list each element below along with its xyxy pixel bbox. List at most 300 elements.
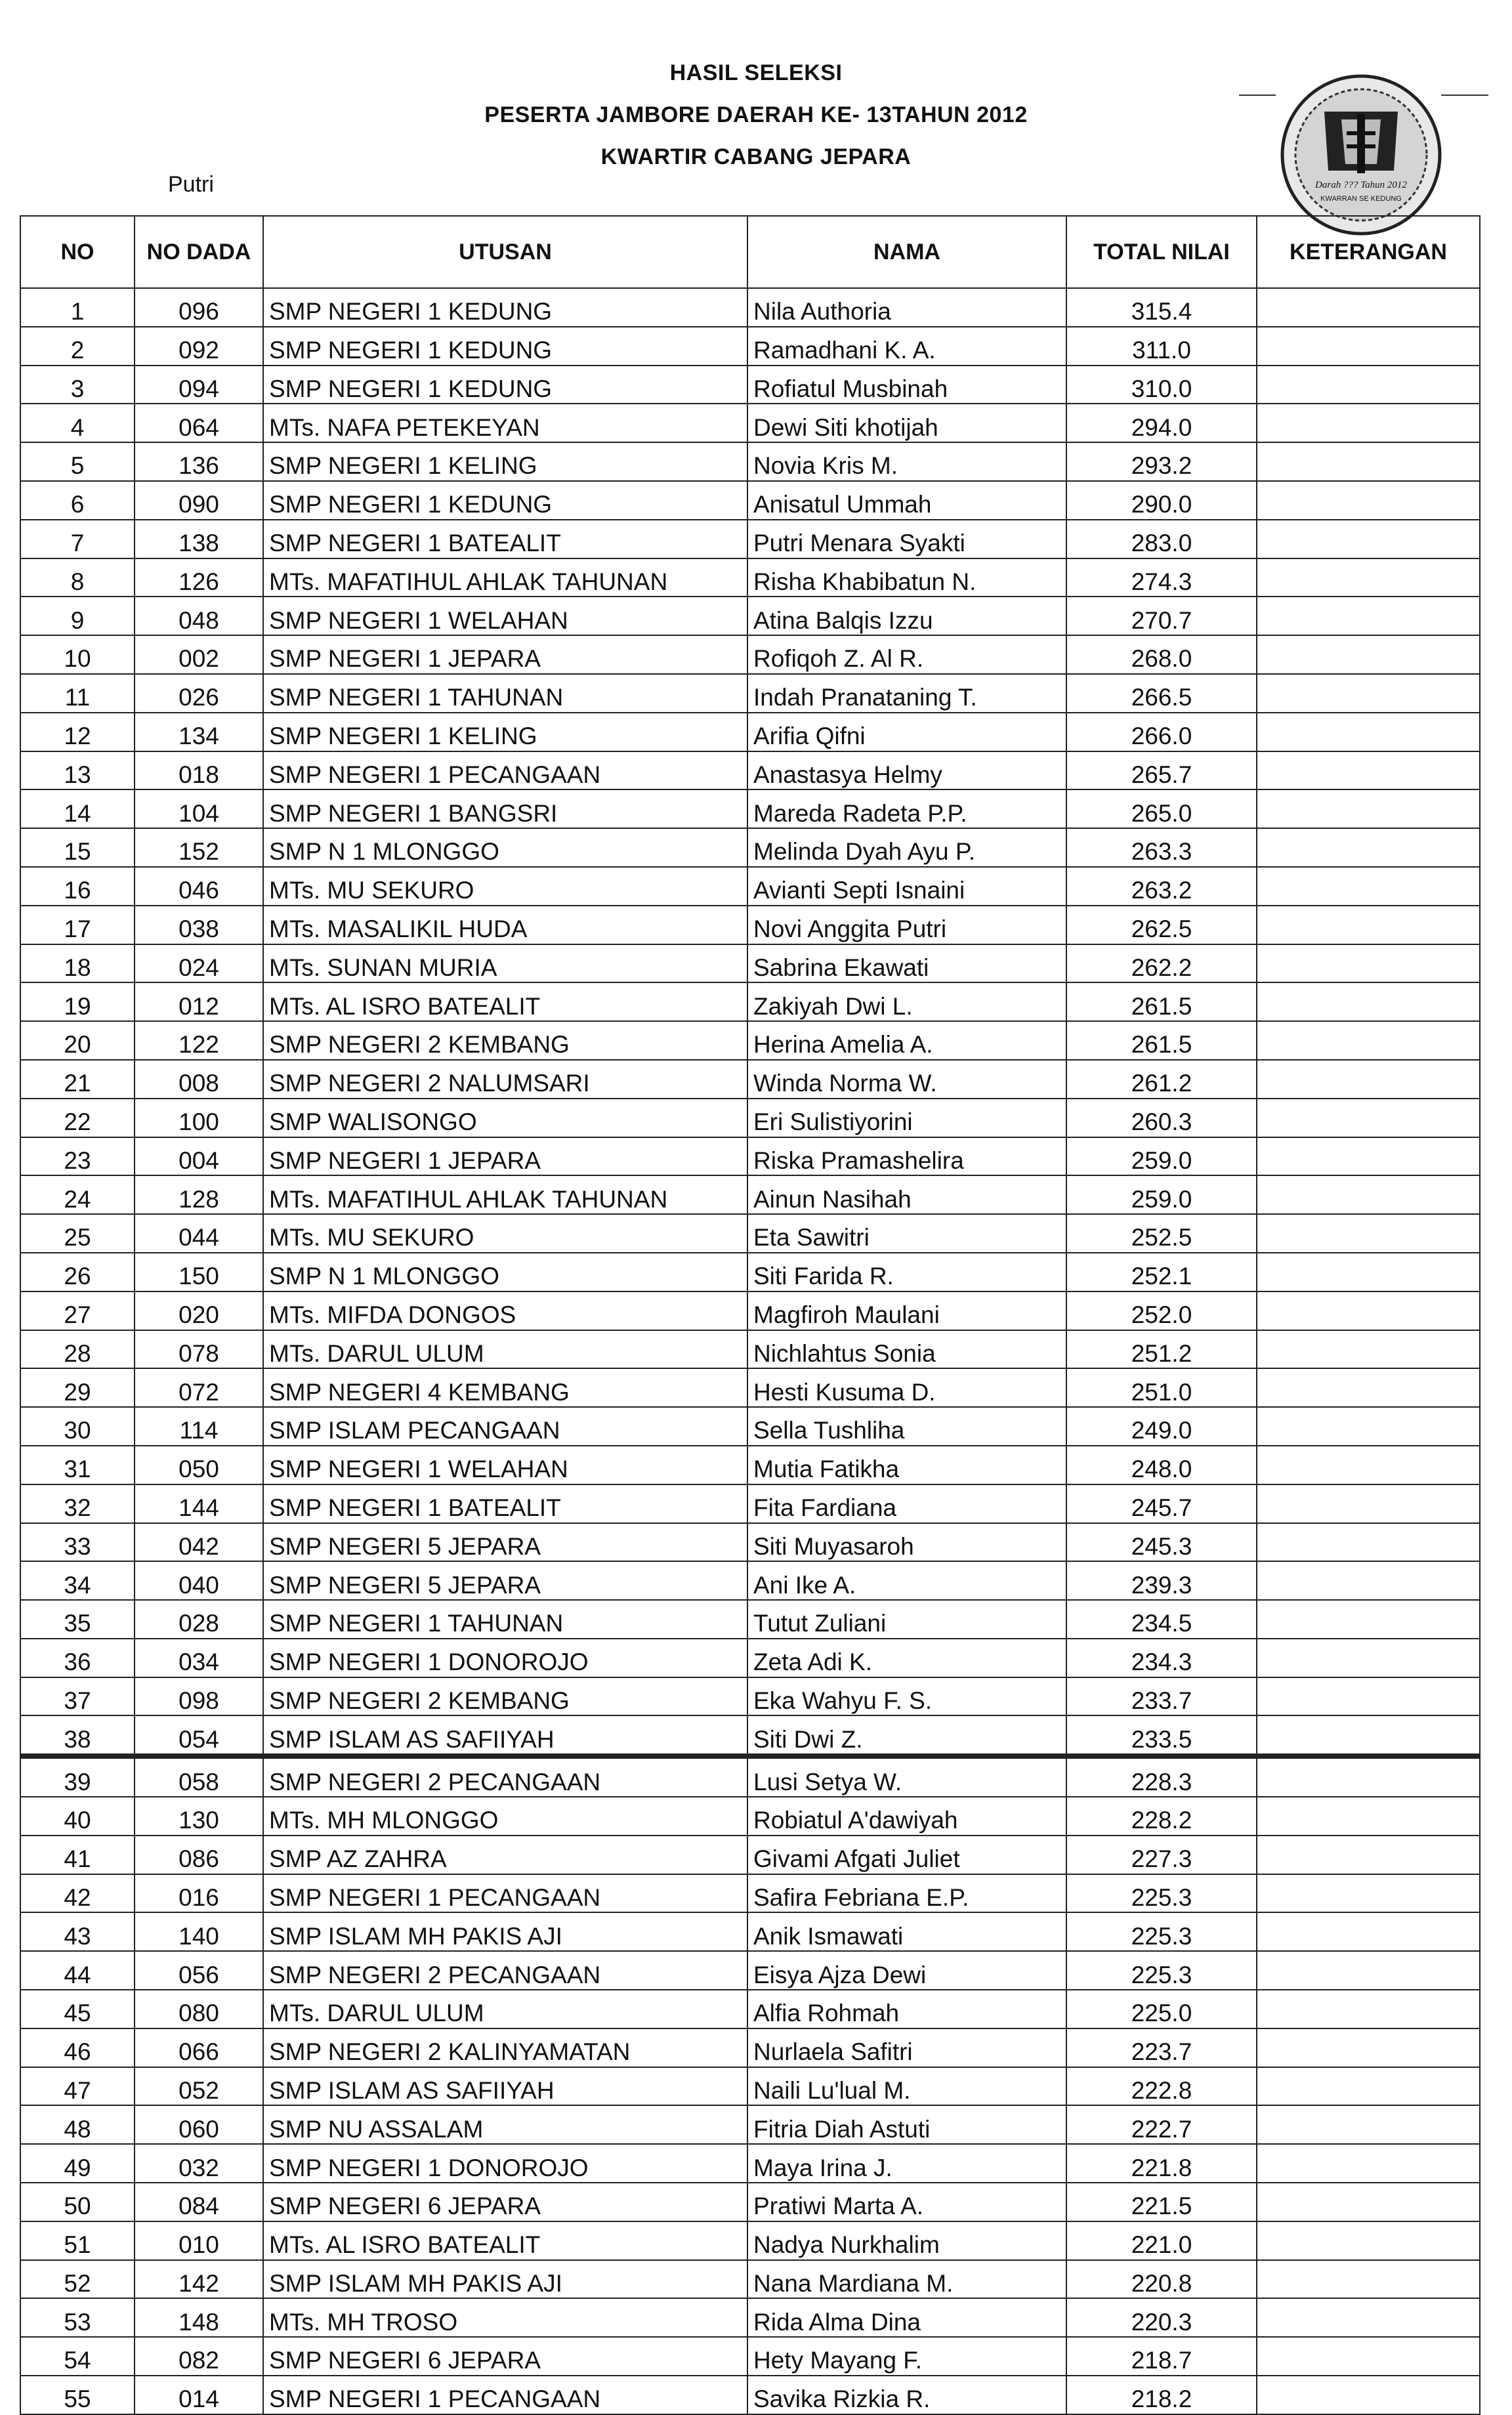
table-row [20,1797,1480,1836]
cell-no: 54 [20,2337,135,2376]
cell-nama: Rida Alma Dina [747,2298,1066,2337]
cell-keterangan [1257,982,1480,1021]
table-row [20,1292,1480,1330]
cell-nilai: 283.0 [1066,520,1257,558]
table-row [20,1836,1480,1874]
cell-keterangan [1257,1021,1480,1060]
cell-nilai: 260.3 [1066,1099,1257,1137]
table-row [20,1756,1480,1797]
cell-dada: 136 [135,442,263,481]
cell-nama: Anik Ismawati [747,1912,1066,1951]
cell-nama: Mareda Radeta P.P. [747,789,1066,828]
cell-utusan: SMP NEGERI 1 KELING [263,713,747,751]
column-header-no-dada: NO DADA [135,216,263,288]
cell-nama: Winda Norma W. [747,1060,1066,1099]
cell-nama: Maya Irina J. [747,2144,1066,2183]
cell-keterangan [1257,1523,1480,1562]
cell-nilai: 274.3 [1066,558,1257,597]
table-row [20,2260,1480,2299]
cell-no: 9 [20,597,135,635]
cell-keterangan [1257,442,1480,481]
column-header-no: NO [20,216,135,288]
cell-no: 44 [20,1951,135,1990]
cell-dada: 128 [135,1175,263,1214]
cell-keterangan [1257,1797,1480,1836]
cell-dada: 040 [135,1561,263,1600]
seal-text: Darah ??? Tahun 2012 [1315,180,1407,190]
cell-nilai: 266.0 [1066,713,1257,751]
cell-nilai: 310.0 [1066,366,1257,404]
cell-utusan: SMP NEGERI 1 JEPARA [263,1137,747,1176]
cell-nama: Herina Amelia A. [747,1021,1066,1060]
cell-no: 1 [20,288,135,327]
cell-nama: Sabrina Ekawati [747,944,1066,983]
cell-no: 49 [20,2144,135,2183]
cell-dada: 052 [135,2067,263,2106]
cell-nama: Zeta Adi K. [747,1639,1066,1677]
cell-nama: Hesti Kusuma D. [747,1368,1066,1407]
cell-nilai: 263.3 [1066,828,1257,867]
cell-dada: 090 [135,481,263,520]
cell-nilai: 259.0 [1066,1175,1257,1214]
cell-utusan: SMP NU ASSALAM [263,2105,747,2144]
cell-dada: 086 [135,1836,263,1874]
cell-no: 30 [20,1407,135,1446]
table-row [20,906,1480,944]
cell-no: 45 [20,1990,135,2028]
cell-dada: 066 [135,2028,263,2067]
table-row [20,2376,1480,2414]
cell-nama: Lusi Setya W. [747,1756,1066,1797]
cell-keterangan [1257,1446,1480,1484]
cell-no: 20 [20,1021,135,1060]
cell-nama: Rofiqoh Z. Al R. [747,635,1066,674]
cell-nilai: 222.8 [1066,2067,1257,2106]
cell-nama: Nila Authoria [747,288,1066,327]
cell-dada: 024 [135,944,263,983]
cell-nama: Naili Lu'lual M. [747,2067,1066,2106]
cell-no: 5 [20,442,135,481]
corner-mark [1239,94,1276,96]
cell-keterangan [1257,635,1480,674]
cell-dada: 114 [135,1407,263,1446]
table-row [20,597,1480,635]
cell-nilai: 233.5 [1066,1715,1257,1756]
cell-nama: Eta Sawitri [747,1214,1066,1253]
results-table [20,215,1480,2415]
cell-nama: Anastasya Helmy [747,751,1066,790]
cell-no: 52 [20,2260,135,2299]
table-row [20,789,1480,828]
cell-keterangan [1257,1292,1480,1330]
cell-keterangan [1257,1756,1480,1797]
cell-dada: 060 [135,2105,263,2144]
cell-dada: 072 [135,1368,263,1407]
cell-dada: 142 [135,2260,263,2299]
cell-keterangan [1257,327,1480,366]
document-title: HASIL SELEKSI [669,60,843,85]
cell-dada: 048 [135,597,263,635]
table-row [20,442,1480,481]
table-row [20,1715,1480,1756]
cell-nilai: 259.0 [1066,1137,1257,1176]
cell-utusan: SMP NEGERI 2 PECANGAAN [263,1951,747,1990]
cell-keterangan [1257,1836,1480,1874]
cell-utusan: SMP NEGERI 1 KELING [263,442,747,481]
table-row [20,1137,1480,1176]
table-row [20,2067,1480,2106]
cell-keterangan [1257,1330,1480,1369]
cell-utusan: MTs. MU SEKURO [263,867,747,906]
cell-dada: 038 [135,906,263,944]
cell-nilai: 218.7 [1066,2337,1257,2376]
table-row [20,1677,1480,1716]
cell-no: 24 [20,1175,135,1214]
cell-utusan: SMP NEGERI 1 KEDUNG [263,366,747,404]
cell-utusan: SMP NEGERI 1 WELAHAN [263,597,747,635]
table-row [20,982,1480,1021]
cell-no: 48 [20,2105,135,2144]
column-header-keterangan: KETERANGAN [1257,216,1480,288]
cell-utusan: SMP NEGERI 2 KALINYAMATAN [263,2028,747,2067]
cell-keterangan [1257,674,1480,713]
table-row [20,828,1480,867]
cell-nilai: 252.5 [1066,1214,1257,1253]
table-row [20,635,1480,674]
cell-nama: Safira Febriana E.P. [747,1874,1066,1913]
cell-dada: 096 [135,288,263,327]
table-row [20,1639,1480,1677]
cell-utusan: SMP NEGERI 1 TAHUNAN [263,674,747,713]
cell-no: 2 [20,327,135,366]
cell-no: 16 [20,867,135,906]
cell-nilai: 290.0 [1066,481,1257,520]
cell-keterangan [1257,1484,1480,1523]
cell-keterangan [1257,1099,1480,1137]
cell-utusan: SMP NEGERI 1 BANGSRI [263,789,747,828]
cell-nilai: 225.3 [1066,1874,1257,1913]
cell-no: 4 [20,404,135,442]
cell-utusan: MTs. MAFATIHUL AHLAK TAHUNAN [263,558,747,597]
cell-keterangan [1257,1137,1480,1176]
cell-dada: 064 [135,404,263,442]
cell-nilai: 311.0 [1066,327,1257,366]
table-row [20,481,1480,520]
table-row [20,2105,1480,2144]
cell-keterangan [1257,366,1480,404]
cell-nilai: 221.0 [1066,2221,1257,2260]
cell-no: 53 [20,2298,135,2337]
cell-nama: Savika Rizkia R. [747,2376,1066,2414]
cell-no: 41 [20,1836,135,1874]
table-row [20,1175,1480,1214]
cell-nilai: 248.0 [1066,1446,1257,1484]
cell-utusan: SMP N 1 MLONGGO [263,1253,747,1292]
cell-keterangan [1257,751,1480,790]
cell-dada: 150 [135,1253,263,1292]
cell-keterangan [1257,713,1480,751]
cell-no: 8 [20,558,135,597]
table-row [20,1021,1480,1060]
cell-dada: 130 [135,1797,263,1836]
cell-nama: Alfia Rohmah [747,1990,1066,2028]
cell-dada: 122 [135,1021,263,1060]
cell-utusan: SMP N 1 MLONGGO [263,828,747,867]
cell-dada: 144 [135,1484,263,1523]
cell-keterangan [1257,1715,1480,1756]
cell-keterangan [1257,1951,1480,1990]
cell-no: 55 [20,2376,135,2414]
cell-dada: 044 [135,1214,263,1253]
cell-utusan: SMP NEGERI 2 PECANGAAN [263,1756,747,1797]
cell-no: 13 [20,751,135,790]
table-row [20,1912,1480,1951]
cell-no: 47 [20,2067,135,2106]
cell-utusan: SMP NEGERI 5 JEPARA [263,1561,747,1600]
cell-nilai: 293.2 [1066,442,1257,481]
cell-nama: Hety Mayang F. [747,2337,1066,2376]
cell-nilai: 251.0 [1066,1368,1257,1407]
cell-keterangan [1257,2105,1480,2144]
table-row [20,2221,1480,2260]
cell-dada: 134 [135,713,263,751]
cell-keterangan [1257,1990,1480,2028]
cell-dada: 054 [135,1715,263,1756]
cell-no: 28 [20,1330,135,1369]
cell-nama: Mutia Fatikha [747,1446,1066,1484]
cell-utusan: SMP NEGERI 1 PECANGAAN [263,751,747,790]
cell-no: 17 [20,906,135,944]
cell-nilai: 225.0 [1066,1990,1257,2028]
cell-utusan: SMP NEGERI 6 JEPARA [263,2337,747,2376]
cell-utusan: SMP ISLAM MH PAKIS AJI [263,2260,747,2299]
table-row [20,751,1480,790]
cell-keterangan [1257,2337,1480,2376]
cell-dada: 004 [135,1137,263,1176]
table-row [20,1253,1480,1292]
cell-dada: 092 [135,327,263,366]
table-row [20,1561,1480,1600]
cell-no: 23 [20,1137,135,1176]
cell-utusan: SMP NEGERI 6 JEPARA [263,2183,747,2221]
table-row [20,520,1480,558]
cell-dada: 042 [135,1523,263,1562]
cell-no: 10 [20,635,135,674]
cell-nama: Novia Kris M. [747,442,1066,481]
cell-keterangan [1257,1214,1480,1253]
cell-nilai: 261.2 [1066,1060,1257,1099]
cell-nilai: 270.7 [1066,597,1257,635]
cell-keterangan [1257,1060,1480,1099]
cell-nilai: 227.3 [1066,1836,1257,1874]
cell-no: 37 [20,1677,135,1716]
cell-keterangan [1257,1175,1480,1214]
cell-nilai: 268.0 [1066,635,1257,674]
cell-utusan: SMP NEGERI 1 KEDUNG [263,481,747,520]
cell-utusan: MTs. AL ISRO BATEALIT [263,2221,747,2260]
column-header-nama: NAMA [747,216,1066,288]
cell-utusan: SMP NEGERI 1 JEPARA [263,635,747,674]
cell-nilai: 245.7 [1066,1484,1257,1523]
cell-dada: 078 [135,1330,263,1369]
cell-keterangan [1257,288,1480,327]
cell-utusan: SMP NEGERI 4 KEMBANG [263,1368,747,1407]
cell-nama: Eri Sulistiyorini [747,1099,1066,1137]
cell-utusan: SMP NEGERI 2 KEMBANG [263,1021,747,1060]
cell-nama: Fita Fardiana [747,1484,1066,1523]
cell-nama: Putri Menara Syakti [747,520,1066,558]
cell-nilai: 262.5 [1066,906,1257,944]
cell-utusan: SMP NEGERI 1 DONOROJO [263,2144,747,2183]
cell-utusan: SMP ISLAM AS SAFIIYAH [263,2067,747,2106]
cell-utusan: MTs. AL ISRO BATEALIT [263,982,747,1021]
cell-utusan: MTs. MAFATIHUL AHLAK TAHUNAN [263,1175,747,1214]
scout-seal-icon [1278,72,1444,238]
cell-no: 14 [20,789,135,828]
group-label: Putri [168,172,214,197]
cell-dada: 018 [135,751,263,790]
cell-nilai: 265.0 [1066,789,1257,828]
cell-keterangan [1257,1639,1480,1677]
cell-nama: Rofiatul Musbinah [747,366,1066,404]
cell-keterangan [1257,2260,1480,2299]
cell-nilai: 220.8 [1066,2260,1257,2299]
cell-keterangan [1257,2028,1480,2067]
cell-no: 29 [20,1368,135,1407]
column-header-total-nilai: TOTAL NILAI [1066,216,1257,288]
cell-no: 7 [20,520,135,558]
document-subtitle: PESERTA JAMBORE DAERAH KE- 13TAHUN 2012 [484,102,1028,127]
table-row [20,404,1480,442]
cell-nama: Siti Dwi Z. [747,1715,1066,1756]
cell-nilai: 239.3 [1066,1561,1257,1600]
table-row [20,1214,1480,1253]
cell-nama: Ainun Nasihah [747,1175,1066,1214]
cell-nilai: 225.3 [1066,1912,1257,1951]
cell-keterangan [1257,906,1480,944]
table-row [20,1330,1480,1369]
cell-keterangan [1257,2067,1480,2106]
cell-nama: Siti Farida R. [747,1253,1066,1292]
table-row [20,1874,1480,1913]
cell-no: 36 [20,1639,135,1677]
cell-nilai: 262.2 [1066,944,1257,983]
cell-utusan: MTs. MIFDA DONGOS [263,1292,747,1330]
cell-nama: Atina Balqis Izzu [747,597,1066,635]
table-row [20,1951,1480,1990]
cell-nilai: 249.0 [1066,1407,1257,1446]
cell-keterangan [1257,520,1480,558]
cell-keterangan [1257,867,1480,906]
cell-dada: 138 [135,520,263,558]
table-row [20,288,1480,327]
table-header-row [20,216,1480,288]
cell-utusan: SMP NEGERI 1 BATEALIT [263,520,747,558]
cell-nama: Sella Tushliha [747,1407,1066,1446]
cell-utusan: SMP AZ ZAHRA [263,1836,747,1874]
table-row [20,1484,1480,1523]
table-row [20,1446,1480,1484]
cell-dada: 058 [135,1756,263,1797]
cell-utusan: MTs. MASALIKIL HUDA [263,906,747,944]
cell-nama: Dewi Siti khotijah [747,404,1066,442]
cell-nama: Zakiyah Dwi L. [747,982,1066,1021]
cell-nama: Melinda Dyah Ayu P. [747,828,1066,867]
cell-nilai: 252.0 [1066,1292,1257,1330]
table-row [20,2144,1480,2183]
table-row [20,674,1480,713]
table-row [20,1060,1480,1099]
cell-no: 35 [20,1600,135,1639]
cell-nama: Indah Pranataning T. [747,674,1066,713]
cell-dada: 126 [135,558,263,597]
cell-nama: Novi Anggita Putri [747,906,1066,944]
cell-keterangan [1257,1912,1480,1951]
cell-nama: Magfiroh Maulani [747,1292,1066,1330]
cell-utusan: SMP NEGERI 1 BATEALIT [263,1484,747,1523]
cell-no: 11 [20,674,135,713]
cell-utusan: SMP WALISONGO [263,1099,747,1137]
cell-nama: Fitria Diah Astuti [747,2105,1066,2144]
cell-nama: Ramadhani K. A. [747,327,1066,366]
cell-nama: Nadya Nurkhalim [747,2221,1066,2260]
table-row [20,327,1480,366]
cell-no: 43 [20,1912,135,1951]
cell-no: 50 [20,2183,135,2221]
cell-nilai: 315.4 [1066,288,1257,327]
cell-no: 42 [20,1874,135,1913]
cell-keterangan [1257,1677,1480,1716]
cell-dada: 014 [135,2376,263,2414]
cell-utusan: SMP NEGERI 1 PECANGAAN [263,2376,747,2414]
cell-dada: 152 [135,828,263,867]
cell-nilai: 228.3 [1066,1756,1257,1797]
table-row [20,2183,1480,2221]
cell-nama: Givami Afgati Juliet [747,1836,1066,1874]
cell-no: 21 [20,1060,135,1099]
cell-no: 15 [20,828,135,867]
cell-no: 31 [20,1446,135,1484]
cell-nama: Nichlahtus Sonia [747,1330,1066,1369]
cell-keterangan [1257,1368,1480,1407]
cell-utusan: MTs. MH MLONGGO [263,1797,747,1836]
table-row [20,2337,1480,2376]
cell-dada: 028 [135,1600,263,1639]
cell-dada: 026 [135,674,263,713]
cell-dada: 104 [135,789,263,828]
cell-utusan: MTs. DARUL ULUM [263,1330,747,1369]
cell-no: 33 [20,1523,135,1562]
cell-keterangan [1257,481,1480,520]
cell-nama: Robiatul A'dawiyah [747,1797,1066,1836]
cell-nama: Eka Wahyu F. S. [747,1677,1066,1716]
cell-no: 18 [20,944,135,983]
cell-utusan: SMP NEGERI 1 TAHUNAN [263,1600,747,1639]
cell-keterangan [1257,1874,1480,1913]
cell-utusan: SMP NEGERI 1 WELAHAN [263,1446,747,1484]
cell-dada: 016 [135,1874,263,1913]
cell-keterangan [1257,2221,1480,2260]
cell-no: 46 [20,2028,135,2067]
cell-dada: 100 [135,1099,263,1137]
cell-dada: 098 [135,1677,263,1716]
cell-nilai: 233.7 [1066,1677,1257,1716]
cell-dada: 032 [135,2144,263,2183]
cell-dada: 140 [135,1912,263,1951]
cell-no: 51 [20,2221,135,2260]
cell-utusan: MTs. DARUL ULUM [263,1990,747,2028]
cell-dada: 084 [135,2183,263,2221]
